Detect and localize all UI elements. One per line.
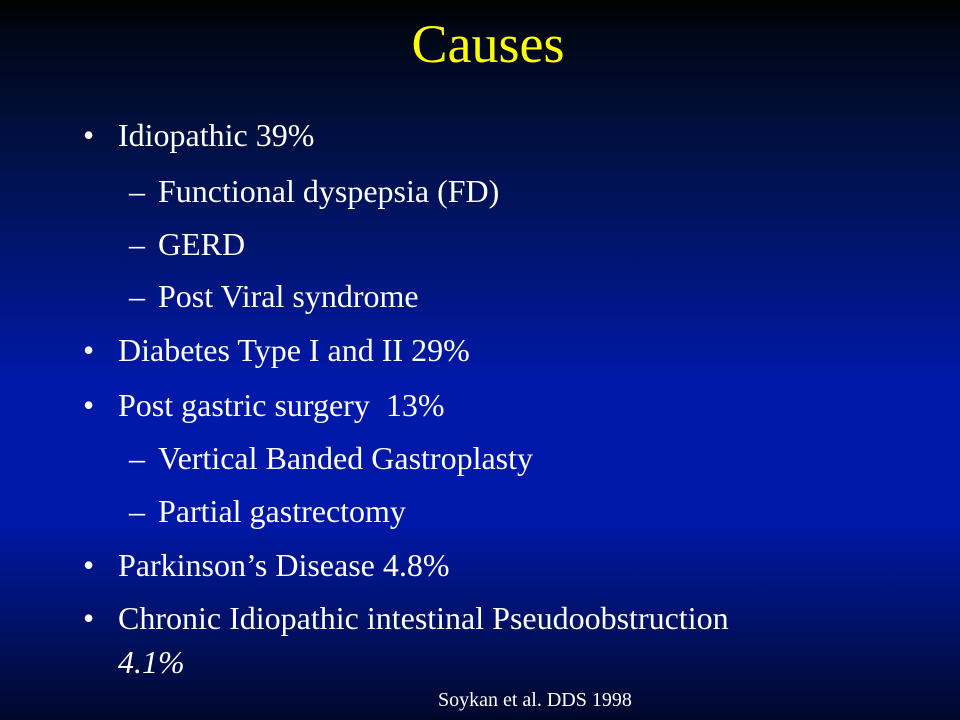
bullet-text: Parkinson’s Disease 4.8% bbox=[118, 547, 450, 583]
bullet-parkinsons bbox=[83, 545, 450, 585]
bullet-text: Idiopathic 39% bbox=[118, 117, 315, 153]
dash-marker: – bbox=[129, 173, 145, 209]
sub-bullet-post-viral bbox=[129, 276, 419, 316]
sub-bullet-text: GERD bbox=[158, 226, 246, 262]
dash-marker: – bbox=[129, 493, 145, 529]
dash-marker: – bbox=[129, 278, 145, 314]
bullet-marker: • bbox=[83, 387, 95, 423]
sub-bullet-text: Vertical Banded Gastroplasty bbox=[158, 440, 533, 476]
slide-title: Causes bbox=[411, 14, 565, 74]
bullet-text: Diabetes Type I and II 29% bbox=[118, 332, 470, 368]
sub-bullet-gerd bbox=[129, 224, 246, 264]
sub-bullet-vertical-banded bbox=[129, 438, 533, 478]
bullet-diabetes bbox=[83, 330, 470, 370]
bullet-marker: • bbox=[83, 547, 95, 583]
dash-marker: – bbox=[129, 440, 145, 476]
sub-bullet-partial-gastrectomy bbox=[129, 491, 406, 531]
bullet-marker: • bbox=[83, 332, 95, 368]
sub-bullet-text: Functional dyspepsia (FD) bbox=[158, 173, 500, 209]
bullet-marker: • bbox=[83, 600, 95, 636]
bullet-idiopathic bbox=[83, 115, 315, 155]
bullet-continuation: 4.1% bbox=[118, 644, 185, 680]
citation: Soykan et al. DDS 1998 bbox=[438, 689, 632, 711]
bullet-chronic-idiopathic bbox=[83, 598, 729, 638]
bullet-marker: • bbox=[83, 117, 95, 153]
bullet-text: Post gastric surgery 13% bbox=[118, 387, 445, 423]
sub-bullet-text: Post Viral syndrome bbox=[158, 278, 419, 314]
bullet-post-gastric-surgery bbox=[83, 385, 445, 425]
sub-bullet-text: Partial gastrectomy bbox=[158, 493, 406, 529]
bullet-text: Chronic Idiopathic intestinal Pseudoobstruction bbox=[118, 600, 729, 636]
sub-bullet-functional-dyspepsia bbox=[129, 171, 500, 211]
dash-marker: – bbox=[129, 226, 145, 262]
